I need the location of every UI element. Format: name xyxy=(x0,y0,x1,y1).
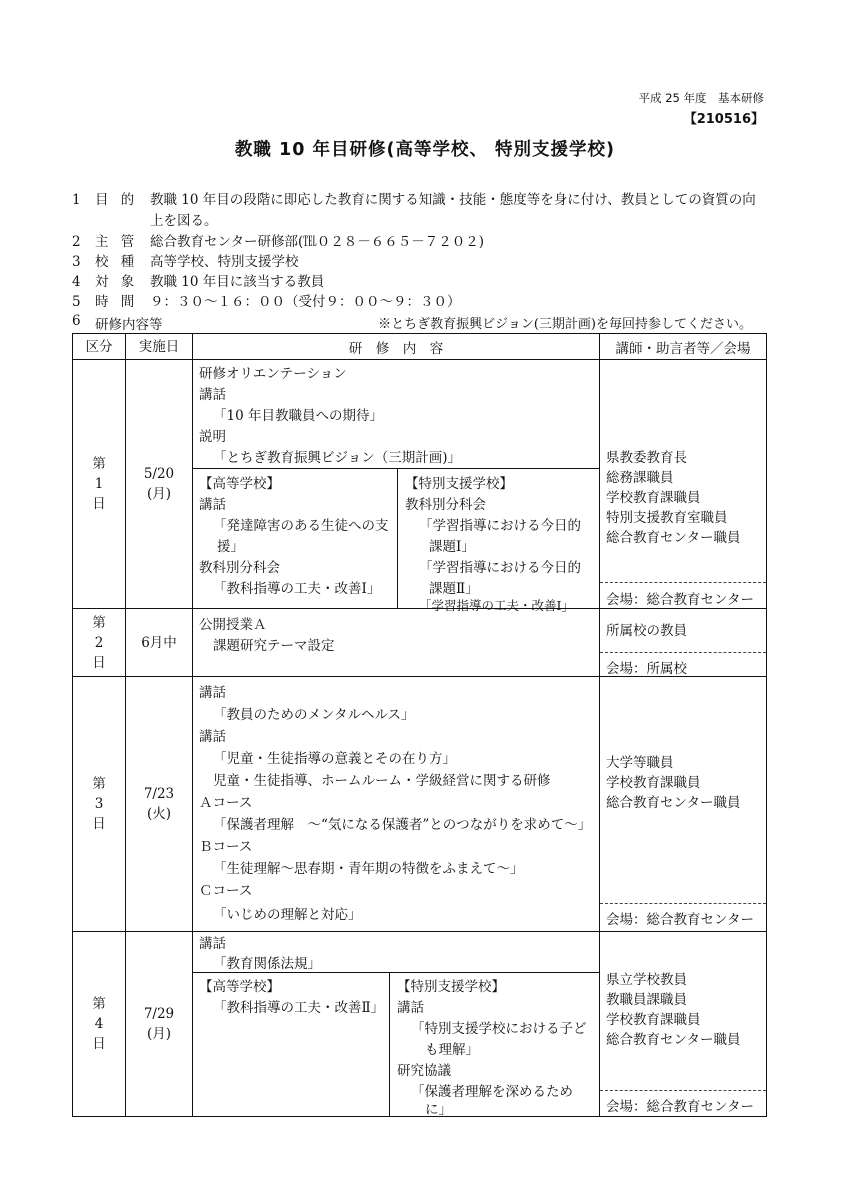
info-label: 研修内容等 xyxy=(95,317,163,333)
info-number: 2 xyxy=(72,234,81,250)
info-value: 教職 10 年目に該当する教員 xyxy=(150,274,325,290)
table-row-day4 xyxy=(73,932,767,1117)
header-course-code: 【210516】 xyxy=(683,112,764,127)
day3-lecturers: 大学等職員 学校教育課職員 総合教育センター職員 会場：総合教育センター xyxy=(600,677,767,932)
info-value: 高等学校、特別支援学校 xyxy=(150,254,299,270)
header-program-label: 平成 25 年度 基本研修 xyxy=(638,91,764,105)
info-label: 目 的 xyxy=(95,192,139,208)
day2-lecturers: 所属校の教員 会場：所属校 xyxy=(600,609,767,677)
info-label: 主 管 xyxy=(95,234,139,250)
day3-content: 講話 「教員のためのメンタルヘルス」 講話 「児童・生徒指導の意義とその在り方」 児童・生徒指導、ホームルーム・学級経営に関する研修 Ａコース 「保護者理解 ～“気になる保護者”とのつながりを求めて～」 Ｂコース 「生徒理解～思春期・青年期の特徴をふまえて～」 Ｃコース 「いじめの理解と対応」 xyxy=(193,677,600,932)
info-value: 総合教育センター研修部(℡０２８－６６５－７２０２) xyxy=(150,234,484,250)
info-label: 対 象 xyxy=(95,274,139,290)
day1-split-line xyxy=(193,468,599,469)
info-value: ９：３０～１６：００（受付９：００～９：３０） xyxy=(150,294,461,310)
day4-lecturers: 県立学校教員 教職員課職員 学校教育課職員 総合教育センター職員 会場：総合教育センター xyxy=(600,932,767,1117)
info-number: 6 xyxy=(72,313,81,329)
info-label: 校 種 xyxy=(95,254,139,270)
info-value: 教職 10 年目の段階に即応した教育に関する知識・技能・態度等を身に付け、教員としての資質の向 上を図る。 xyxy=(150,192,756,229)
day1-date: 5/20 (月) xyxy=(126,360,193,609)
day2-venue: 会場：所属校 xyxy=(606,661,687,677)
day3-venue: 会場：総合教育センター xyxy=(606,912,754,928)
day1-kubun: 第 1 日 xyxy=(73,360,126,609)
day2-kubun: 第 2 日 xyxy=(73,609,126,677)
table-row-day3 xyxy=(73,677,767,932)
info-number: 5 xyxy=(72,294,81,310)
day2-date: 6月中 xyxy=(126,609,193,677)
day4-content: 講話 「教育関係法規」 【高等学校】 「教科指導の工夫・改善Ⅱ」 【特別支援学校】 講話 「特別支援学校における子ど も理解」 研究協議 「保護者理解を深めるため に」 xyxy=(193,932,600,1117)
col-header-kubun: 区分 xyxy=(73,334,126,360)
info-number: 1 xyxy=(72,192,81,208)
day3-date: 7/23 (火) xyxy=(126,677,193,932)
day4-split-line xyxy=(193,972,599,973)
day2-content: 公開授業Ａ 課題研究テーマ設定 xyxy=(193,609,600,677)
info-label: 時 間 xyxy=(95,294,139,310)
col-header-lecturer: 講師・助言者等／会場 xyxy=(600,334,767,360)
table-header-row xyxy=(73,334,767,360)
day4-kubun: 第 4 日 xyxy=(73,932,126,1117)
info-number: 3 xyxy=(72,254,81,270)
day4-column-split xyxy=(389,972,390,1116)
day1-column-split xyxy=(397,468,398,608)
col-header-date: 実施日 xyxy=(126,334,193,360)
day3-kubun: 第 3 日 xyxy=(73,677,126,932)
col-header-content: 研 修 内 容 xyxy=(193,334,600,360)
day1-content: 研修オリエンテーション 講話 「10 年目教職員への期待」 説明 「とちぎ教育振興ビジョン（三期計画)」 【高等学校】 講話 「発達障害のある生徒への支 援」 教科別分科会 「教科指導の工夫・改善Ⅰ」 【特別支援学校】 教科別分科会 「学習指導における今日的 課題Ⅰ」 「学習指導における今日的 課題Ⅱ」 「学習指導の工夫・改善Ⅰ」 xyxy=(193,360,600,609)
page-title: 教職 10 年目研修(高等学校、 特別支援学校) xyxy=(234,140,616,160)
info-number: 4 xyxy=(72,274,81,290)
info-note: ※とちぎ教育振興ビジョン(三期計画)を毎回持参してください。 xyxy=(378,317,752,332)
table-row-day1 xyxy=(73,360,767,609)
schedule-table xyxy=(72,333,767,1117)
day1-venue: 会場：総合教育センター xyxy=(606,592,754,608)
day4-date: 7/29 (月) xyxy=(126,932,193,1117)
day1-lecturers: 県教委教育長 総務課職員 学校教育課職員 特別支援教育室職員 総合教育センター職員 会場：総合教育センター xyxy=(600,360,767,609)
table-row-day2 xyxy=(73,609,767,677)
info-row-purpose xyxy=(72,190,772,232)
day4-venue: 会場：総合教育センター xyxy=(606,1099,754,1115)
